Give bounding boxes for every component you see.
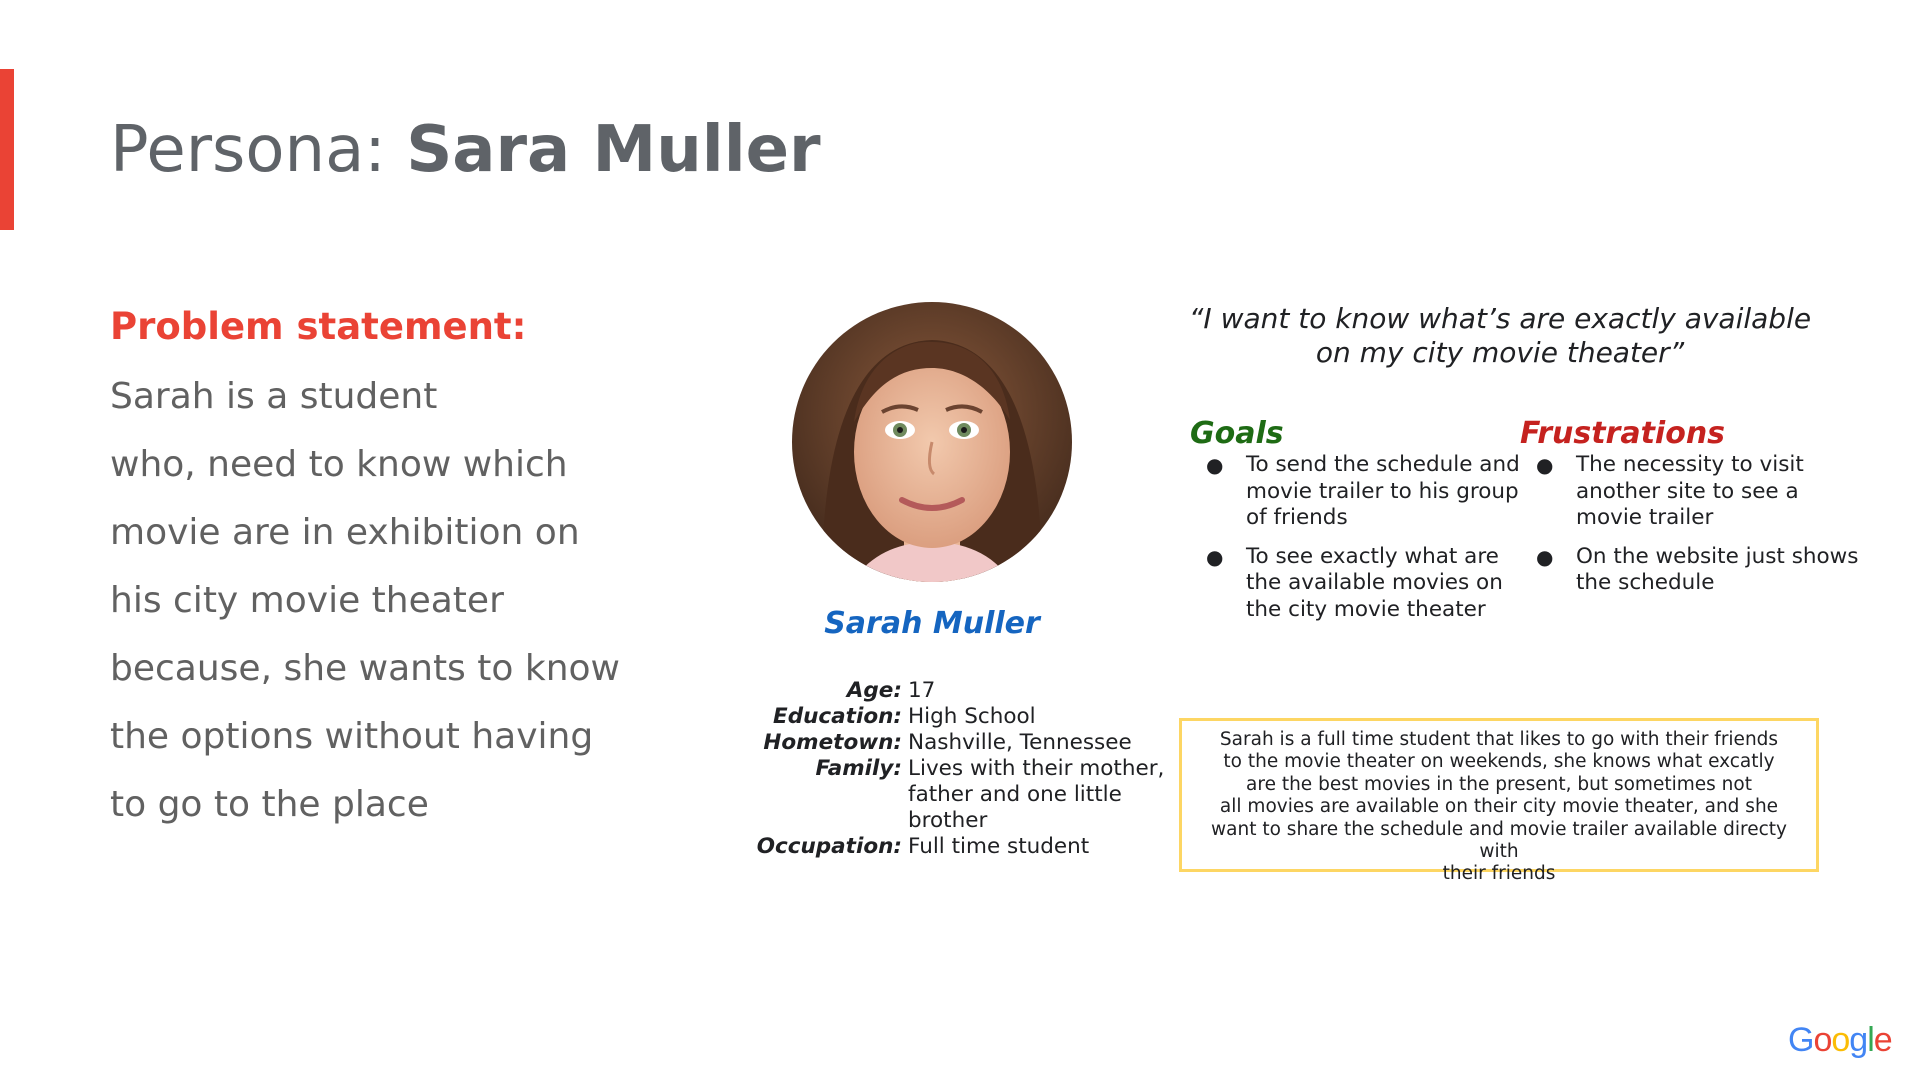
- detail-label: Education:: [773, 704, 902, 729]
- frustration-item: [1520, 544, 1860, 597]
- frustration-text: The necessity to visit another site to see a movie trailer: [1576, 452, 1804, 530]
- persona-avatar: [792, 302, 1072, 582]
- bullet-icon: ●: [1206, 544, 1224, 569]
- frustration-item: [1520, 452, 1860, 532]
- frustrations-heading: Frustrations: [1520, 416, 1726, 451]
- detail-value: High School: [908, 704, 1036, 729]
- bullet-icon: ●: [1536, 544, 1554, 569]
- problem-line: because, she wants to know: [110, 648, 620, 690]
- logo-letter: o: [1813, 1021, 1832, 1059]
- goal-text: To see exactly what are the available movies on the city movie theater: [1246, 543, 1503, 622]
- problem-line: movie are in exhibition on: [110, 512, 580, 554]
- bullet-icon: ●: [1206, 453, 1224, 477]
- goals-section: [1190, 416, 1520, 635]
- goals-list: [1190, 452, 1520, 623]
- goal-item: [1190, 544, 1520, 624]
- detail-row: [740, 730, 1200, 756]
- goal-text: To send the schedule and movie trailer to his group of friends: [1246, 452, 1520, 530]
- detail-row: [740, 704, 1200, 730]
- summary-line: to the movie theater on weekends, she knows what excatly: [1223, 751, 1775, 773]
- problem-statement: [110, 305, 630, 839]
- problem-line: his city movie theater: [110, 580, 504, 622]
- title-name: Sara Muller: [406, 113, 821, 187]
- detail-value: Nashville, Tennessee: [908, 730, 1132, 755]
- problem-line: Sarah is a student: [110, 376, 438, 418]
- bullet-icon: ●: [1536, 453, 1554, 477]
- persona-name: Sarah Muller: [824, 606, 1040, 641]
- problem-line: to go to the place: [110, 784, 429, 826]
- summary-line: Sarah is a full time student that likes to go with their friends: [1219, 729, 1779, 750]
- problem-line: who, need to know which: [110, 444, 568, 486]
- problem-line: the options without having: [110, 716, 594, 758]
- logo-letter: e: [1873, 1021, 1892, 1059]
- frustrations-list: [1520, 452, 1860, 597]
- persona-summary: [1179, 718, 1819, 885]
- detail-label: Hometown:: [763, 730, 902, 755]
- frustration-text: On the website just shows the schedule: [1576, 543, 1859, 595]
- google-logo: [1788, 1021, 1892, 1060]
- goal-item: [1190, 452, 1520, 532]
- portrait-photo-icon: [792, 302, 1072, 582]
- problem-heading: Problem statement:: [110, 305, 527, 348]
- logo-letter: o: [1831, 1021, 1850, 1059]
- persona-quote: “I want to know what’s are exactly available on my city movie theater”: [1188, 302, 1812, 369]
- logo-letter: G: [1788, 1021, 1814, 1059]
- detail-row: [740, 678, 1200, 704]
- title-prefix: Persona:: [110, 113, 407, 187]
- accent-bar: [0, 69, 14, 230]
- summary-line: all movies are available on their city movie theater, and she: [1219, 796, 1779, 818]
- detail-label: Occupation:: [756, 834, 902, 859]
- summary-line: their friends: [1442, 863, 1556, 885]
- detail-value: Lives with their mother, father and one little brother: [908, 756, 1165, 833]
- goals-heading: Goals: [1190, 416, 1284, 451]
- persona-details: [740, 678, 1200, 860]
- detail-label: Family:: [815, 756, 902, 781]
- logo-letter: g: [1849, 1021, 1868, 1059]
- frustrations-section: [1520, 416, 1860, 609]
- detail-row: [740, 834, 1200, 860]
- summary-line: are the best movies in the present, but sometimes not: [1246, 773, 1752, 795]
- detail-value: 17: [908, 678, 936, 703]
- logo-letter: l: [1867, 1021, 1874, 1059]
- detail-row: [740, 756, 1200, 834]
- detail-label: Age:: [846, 678, 902, 703]
- summary-line: want to share the schedule and movie trailer available directy with: [1211, 818, 1787, 863]
- detail-value: Full time student: [908, 834, 1090, 859]
- page-title: [110, 112, 821, 189]
